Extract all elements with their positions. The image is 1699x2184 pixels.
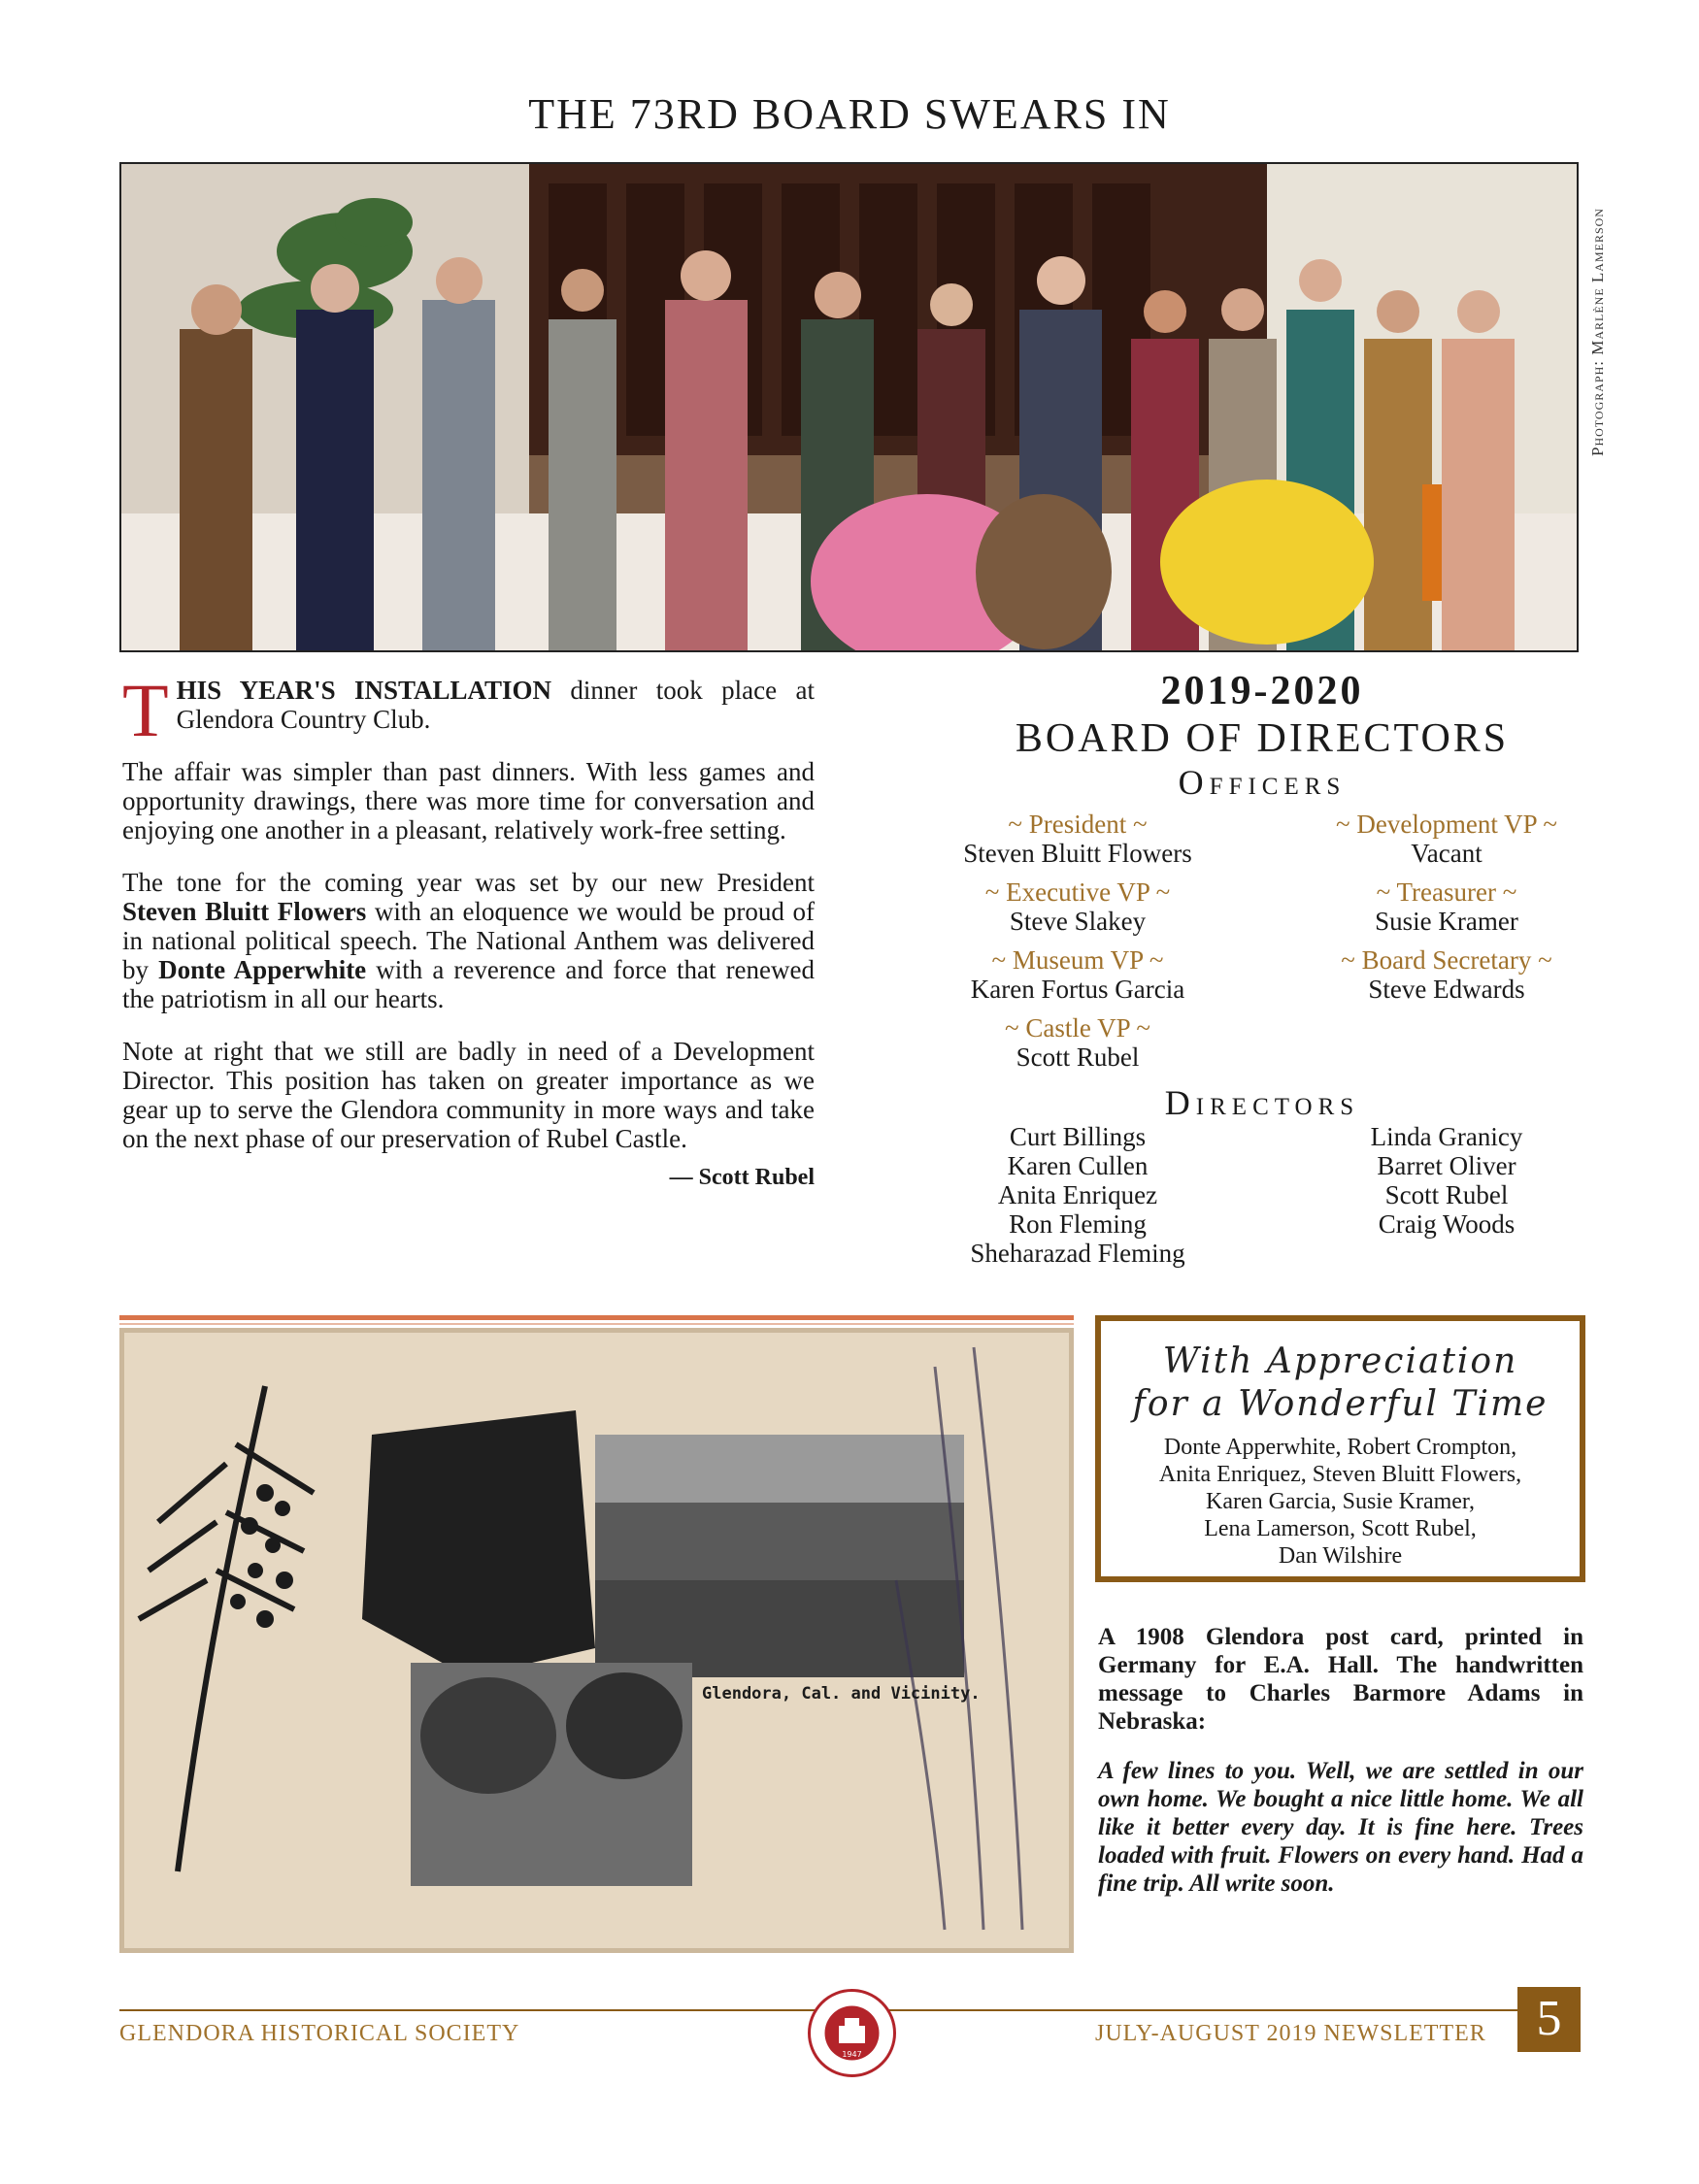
director-name: Craig Woods	[1378, 1209, 1516, 1239]
postcard-printed-label: Glendora, Cal. and Vicinity.	[702, 1684, 981, 1704]
director-name: Barret Oliver	[1377, 1151, 1516, 1180]
footer-issue: JULY-AUGUST 2019 NEWSLETTER	[1095, 2021, 1486, 2046]
director-name: Sheharazad Fleming	[970, 1239, 1185, 1268]
officers-grid	[913, 810, 1612, 1081]
caption-text: A 1908 Glendora post card, printed in Germany for E.A. Hall. The handwritten message to Charles Barmore Adams in Nebraska:	[1098, 1624, 1583, 1735]
appreciation-title-line-2: for a Wonderful Time	[1132, 1384, 1549, 1424]
caption-quote: A few lines to you. Well, we are settled in our own home. We bought a nice little home. We all like it better every day. It is fine here. Trees loaded with fruit. Flowers on every hand. Had a fine trip. All write soon.	[1098, 1758, 1583, 1897]
group-photo-illustration	[121, 164, 1579, 652]
article-signature: — Scott Rubel	[669, 1165, 815, 1190]
appreciation-name-line: Anita Enriquez, Steven Bluitt Flowers,	[1158, 1462, 1522, 1487]
section-divider-thin	[119, 1323, 1074, 1325]
board-of-directors	[913, 668, 1612, 1268]
page-title: THE 73RD BOARD SWEARS IN	[528, 90, 1171, 138]
seal-year: 1947	[842, 2050, 862, 2059]
postcard-illustration	[119, 1328, 1074, 1953]
p3-text-b: with an eloquence we would be proud of in national political speech. The National Anthem was delivered by	[122, 897, 815, 984]
officer-name: Steve Edwards	[1368, 975, 1525, 1004]
appreciation-names	[1101, 1434, 1580, 1570]
officer-role: ~ Development VP ~	[1336, 810, 1557, 839]
director-name: Karen Cullen	[1007, 1151, 1149, 1180]
directors-left-column	[913, 1122, 1243, 1268]
appreciation-name-line: Donte Apperwhite, Robert Crompton,	[1163, 1435, 1517, 1460]
appreciation-title	[1101, 1340, 1580, 1426]
officers-heading: Officers	[1178, 763, 1347, 802]
directors-grid	[913, 1122, 1612, 1268]
officer-role: ~ Board Secretary ~	[1341, 945, 1552, 975]
page-number: 5	[1517, 1987, 1581, 2052]
lead-rest: dinner took place at Glendora Country Club.	[176, 676, 815, 734]
officers-left-column	[913, 810, 1243, 1081]
officers-right-column	[1282, 810, 1612, 1081]
board-title: BOARD OF DIRECTORS	[1015, 716, 1510, 761]
p3-text-a: The tone for the coming year was set by our new President	[122, 868, 815, 897]
appreciation-name-line: Dan Wilshire	[1278, 1543, 1403, 1569]
officer-role: ~ Castle VP ~	[1005, 1013, 1150, 1042]
vintage-postcard	[119, 1328, 1074, 1953]
appreciation-title-line-1: With Appreciation	[1162, 1341, 1518, 1381]
article-paragraph-2: The affair was simpler than past dinners. With less games and opportunity drawings, there was more time for conversation and enjoying one another in a pleasant, relatively work-free setting.	[122, 757, 815, 844]
officer-name: Steven Bluitt Flowers	[963, 839, 1192, 868]
lead-caps: HIS YEAR'S INSTALLATION	[176, 676, 552, 705]
officer-name: Karen Fortus Garcia	[970, 975, 1185, 1004]
officer-name: Susie Kramer	[1375, 907, 1518, 936]
director-name: Ron Fleming	[1009, 1209, 1147, 1239]
appreciation-name-line: Lena Lamerson, Scott Rubel,	[1204, 1516, 1477, 1541]
appreciation-box	[1095, 1315, 1585, 1582]
article-paragraph-4: Note at right that we still are badly in need of a Development Director. This position has taken on greater importance as we gear up to serve the Glendora community in more ways and take on the next phase of our preservation of Rubel Castle.	[122, 1037, 815, 1153]
anthem-singer-name: Donte Apperwhite	[158, 955, 367, 984]
officer-role: ~ Executive VP ~	[984, 877, 1171, 907]
directors-heading: Directors	[1164, 1083, 1360, 1122]
society-seal-icon	[806, 1987, 898, 2079]
directors-right-column	[1282, 1122, 1612, 1268]
section-divider	[119, 1315, 1074, 1320]
director-name: Curt Billings	[1009, 1122, 1147, 1151]
article-body	[122, 668, 816, 1192]
article-lead-paragraph	[122, 668, 815, 752]
officer-name: Scott Rubel	[1016, 1042, 1140, 1072]
footer-society-name: GLENDORA HISTORICAL SOCIETY	[119, 2021, 520, 2046]
photo-credit: Photograph: Marlène Lamerson	[1588, 208, 1607, 456]
officer-role: ~ Museum VP ~	[991, 945, 1164, 975]
board-group-photo	[119, 162, 1579, 652]
officer-name: Vacant	[1411, 839, 1482, 868]
director-name: Scott Rubel	[1384, 1180, 1509, 1209]
p3-text-c: with a reverence and force that renewed the patriotism in all our hearts.	[122, 955, 816, 1013]
director-name: Linda Granicy	[1370, 1122, 1523, 1151]
officer-role: ~ Treasurer ~	[1376, 877, 1517, 907]
board-year: 2019-2020	[1160, 669, 1364, 713]
officer-role: ~ President ~	[1008, 810, 1148, 839]
article-paragraph-3	[122, 868, 815, 1013]
postcard-caption	[1098, 1623, 1583, 1898]
president-name: Steven Bluitt Flowers	[122, 897, 367, 926]
officer-name: Steve Slakey	[1009, 907, 1147, 936]
appreciation-name-line: Karen Garcia, Susie Kramer,	[1206, 1489, 1475, 1514]
drop-cap: T	[122, 668, 169, 752]
director-name: Anita Enriquez	[997, 1180, 1158, 1209]
